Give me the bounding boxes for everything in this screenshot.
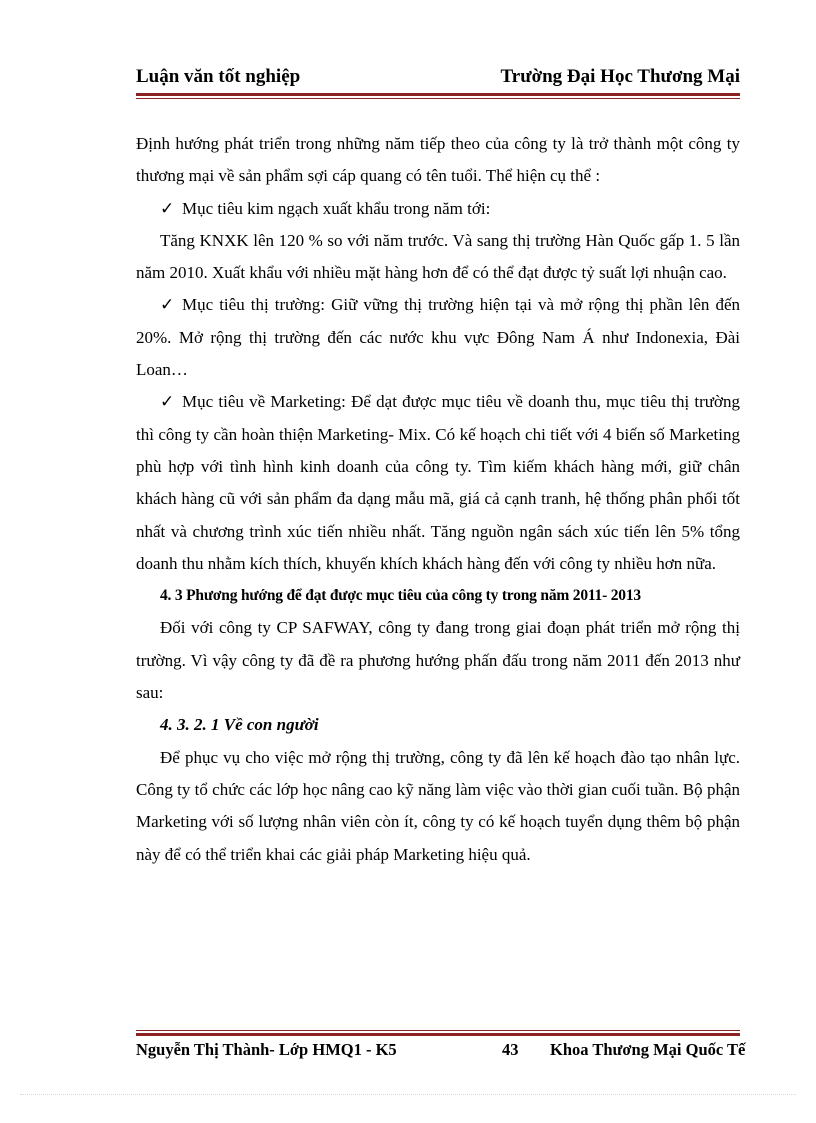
page-footer <box>136 1040 786 1062</box>
paragraph-export-detail: Tăng KNXK lên 120 % so với năm trước. Và sang thị trường Hàn Quốc gấp 1. 5 lần năm 2010. Xuất khẩu với nhiều mặt hàng hơn để có thể đạt được tỷ suất lợi nhuận cao. <box>136 230 740 283</box>
footer-author: Nguyễn Thị Thành- Lớp HMQ1 - K5 <box>136 1040 397 1059</box>
checkmark-icon: ✓ <box>160 198 175 218</box>
checkmark-icon: ✓ <box>160 392 175 412</box>
bullet-export-target <box>136 193 740 225</box>
bullet-text: Mục tiêu thị trường: Giữ vững thị trường hiện tại và mở rộng thị phần lên đến 20%. Mở rộng thị trường đến các nước khu vực Đông Nam Á như Indonexia, Đài Loan… <box>136 295 740 380</box>
header-left-title: Luận văn tốt nghiệp <box>136 66 301 87</box>
header-rule-thin <box>136 98 740 99</box>
footer-rule-thick <box>136 1033 740 1036</box>
bullet-market-target <box>136 289 740 386</box>
paragraph-safway: Đối với công ty CP SAFWAY, công ty đang trong giai đoạn phát triển mở rộng thị trường. Vì vậy công ty đã đề ra phương hướng phấn đấu trong năm 2011 đến 2013 như sau: <box>136 618 740 703</box>
section-heading: 4. 3 Phương hướng để đạt được mục tiêu của công ty trong năm 2011- 2013 <box>160 587 641 605</box>
checkmark-icon: ✓ <box>160 295 175 315</box>
paragraph-people: Để phục vụ cho việc mở rộng thị trường, công ty đã lên kế hoạch đào tạo nhân lực. Công ty tổ chức các lớp học nâng cao kỹ năng làm việc vào thời gian cuối tuần. Bộ phận Marketing với số lượng nhân viên còn ít, công ty có kế hoạch tuyển dụng thêm bộ phận này để có thể triển khai các giải pháp Marketing hiệu quả. <box>136 747 740 864</box>
footer-rule-thin <box>136 1030 740 1031</box>
document-body <box>136 128 740 871</box>
page-number: 43 <box>502 1040 519 1059</box>
page-header <box>136 66 740 92</box>
header-right-title: Trường Đại Học Thương Mại <box>500 66 740 87</box>
paragraph-intro: Định hướng phát triển trong những năm tiếp theo của công ty là trở thành một công ty thương mại về sản phẩm sợi cáp quang có tên tuổi. Thể hiện cụ thể : <box>136 134 740 186</box>
bullet-text: Mục tiêu kim ngạch xuất khẩu trong năm tới: <box>182 198 491 218</box>
bullet-text: Mục tiêu về Marketing: Để dạt được mục tiêu về doanh thu, mục tiêu thị trường thì công ty cần hoàn thiện Marketing- Mix. Có kế hoạch chi tiết với 4 biến số Marketing phù hợp với tình hình kinh doanh của công ty. Tìm kiếm khách hàng mới, giữ chân khách hàng cũ với sản phẩm đa dạng mẫu mã, giá cả cạnh tranh, hệ thống phân phối tốt nhất và chương trình xúc tiến nhiều nhất. Tăng nguồn ngân sách xúc tiến lên 5% tổng doanh thu nhằm kích thích, khuyến khích khách hàng đến với công ty nhiều hơn nữa. <box>136 392 740 573</box>
footer-faculty: Khoa Thương Mại Quốc Tế <box>550 1040 746 1059</box>
page-bottom-divider <box>20 1094 796 1095</box>
bullet-marketing-target <box>136 386 740 580</box>
header-rule-thick <box>136 93 740 96</box>
subsection-heading: 4. 3. 2. 1 Về con người <box>160 715 319 735</box>
